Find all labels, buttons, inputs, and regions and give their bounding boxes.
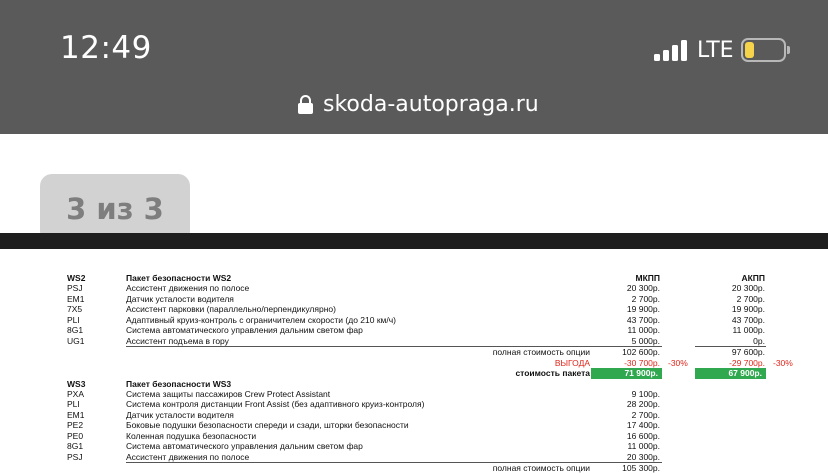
table-row [0, 315, 828, 326]
total-label: полная стоимость опции [492, 347, 590, 357]
option-code: PSJ [67, 283, 83, 293]
option-code: PE2 [67, 420, 84, 430]
price-manual: 2 700р. [631, 409, 660, 420]
price-manual: 2 700р. [631, 293, 660, 304]
battery-low-icon [741, 38, 790, 62]
page-counter: 3 из 3 [40, 174, 190, 243]
price-manual: 16 600р. [626, 430, 660, 441]
option-name: Коленная подушка безопасности [126, 430, 257, 441]
total-manual: 105 300р. [622, 462, 660, 473]
table-row [0, 389, 828, 400]
option-name: Система защиты пассажиров Crew Protect Assistant [126, 388, 331, 399]
package-code: WS3 [67, 378, 86, 389]
option-code: PXA [67, 388, 85, 399]
option-code: 8G1 [67, 325, 84, 335]
network-type: LTE [697, 38, 734, 63]
price-manual: 9 100р. [631, 388, 660, 399]
benefit-manual: -30 700р. [624, 357, 660, 368]
option-name: Система контроля дистанции Front Assist (без адаптивного круиз-контроля) [126, 399, 425, 409]
option-code: 7X5 [67, 304, 83, 314]
price-auto: 2 700р. [736, 293, 765, 304]
option-name: Ассистент движения по полосе [126, 451, 250, 462]
option-code: EM1 [67, 293, 85, 304]
package-price-label: стоимость пакета [515, 368, 590, 378]
total-manual: 102 600р. [622, 347, 660, 357]
price-auto: 11 000р. [732, 325, 765, 335]
option-name: Ассистент подъема в гору [126, 335, 229, 346]
benefit-label: ВЫГОДА [554, 357, 590, 368]
package-price-manual: 71 900р. [591, 368, 662, 379]
option-name: Система автоматического управления дальним светом фар [126, 441, 363, 451]
price-auto: 43 700р. [731, 314, 765, 325]
benefit-manual-percent: -30% [668, 357, 688, 368]
package-price-auto: 67 900р. [695, 368, 766, 379]
table-row [0, 399, 828, 410]
option-name: Датчик усталости водителя [126, 293, 234, 304]
benefit-row [0, 358, 828, 369]
option-code: EM1 [67, 409, 85, 420]
total-auto: 97 600р. [731, 347, 765, 357]
document-top-border [0, 233, 828, 249]
price-auto: 20 300р. [731, 283, 765, 293]
benefit-auto-percent: -30% [773, 357, 793, 368]
package-title: Пакет безопасности WS2 [126, 273, 232, 283]
benefit-auto: -29 700р. [729, 357, 765, 368]
address-bar[interactable] [298, 90, 539, 118]
status-bar [0, 0, 828, 134]
option-code: PSJ [67, 451, 83, 462]
price-document [0, 249, 828, 474]
table-row [0, 431, 828, 442]
table-row [0, 283, 828, 294]
price-manual: 28 200р. [626, 399, 660, 409]
option-name: Ассистент парковки (параллельно/перпендикулярно) [126, 304, 336, 314]
option-name: Датчик усталости водителя [126, 409, 234, 420]
total-row [0, 347, 828, 358]
package-code: WS2 [67, 273, 86, 283]
price-manual: 11 000р. [627, 441, 660, 451]
option-code: UG1 [67, 335, 85, 346]
option-code: PLI [67, 314, 80, 325]
table-row [0, 294, 828, 305]
column-header-manual: МКПП [635, 273, 660, 283]
option-name: Боковые подушки безопасности спереди и сзади, шторки безопасности [126, 420, 409, 430]
package-price-row [0, 368, 828, 379]
price-auto: 0р. [753, 335, 765, 346]
table-row [0, 304, 828, 315]
column-header-auto: АКПП [741, 273, 765, 283]
price-manual: 20 300р. [626, 283, 660, 293]
table-row [0, 441, 828, 452]
option-name: Адаптивный круиз-контроль с ограничителем скорости (до 210 км/ч) [126, 314, 397, 325]
price-manual: 20 300р. [626, 451, 660, 462]
url-text: skoda-autopraga.ru [323, 91, 539, 117]
option-name: Система автоматического управления дальним светом фар [126, 325, 363, 335]
package-title: Пакет безопасности WS3 [126, 378, 232, 389]
option-code: PE0 [67, 430, 84, 441]
option-code: PLI [67, 399, 80, 409]
lock-icon [298, 95, 313, 114]
price-manual: 17 400р. [626, 420, 660, 430]
status-time: 12:49 [60, 30, 152, 66]
price-manual: 11 000р. [627, 325, 660, 335]
table-row [0, 336, 828, 347]
price-manual: 19 900р. [626, 304, 660, 314]
option-name: Ассистент движения по полосе [126, 283, 250, 293]
signal-bars-icon [654, 39, 690, 61]
price-manual: 5 000р. [631, 335, 660, 346]
table-row [0, 452, 828, 463]
total-row [0, 463, 828, 474]
table-row [0, 420, 828, 431]
total-label: полная стоимость опции [492, 462, 590, 473]
table-row [0, 325, 828, 336]
option-code: 8G1 [67, 441, 84, 451]
price-manual: 43 700р. [626, 314, 660, 325]
price-auto: 19 900р. [731, 304, 765, 314]
table-row [0, 410, 828, 421]
